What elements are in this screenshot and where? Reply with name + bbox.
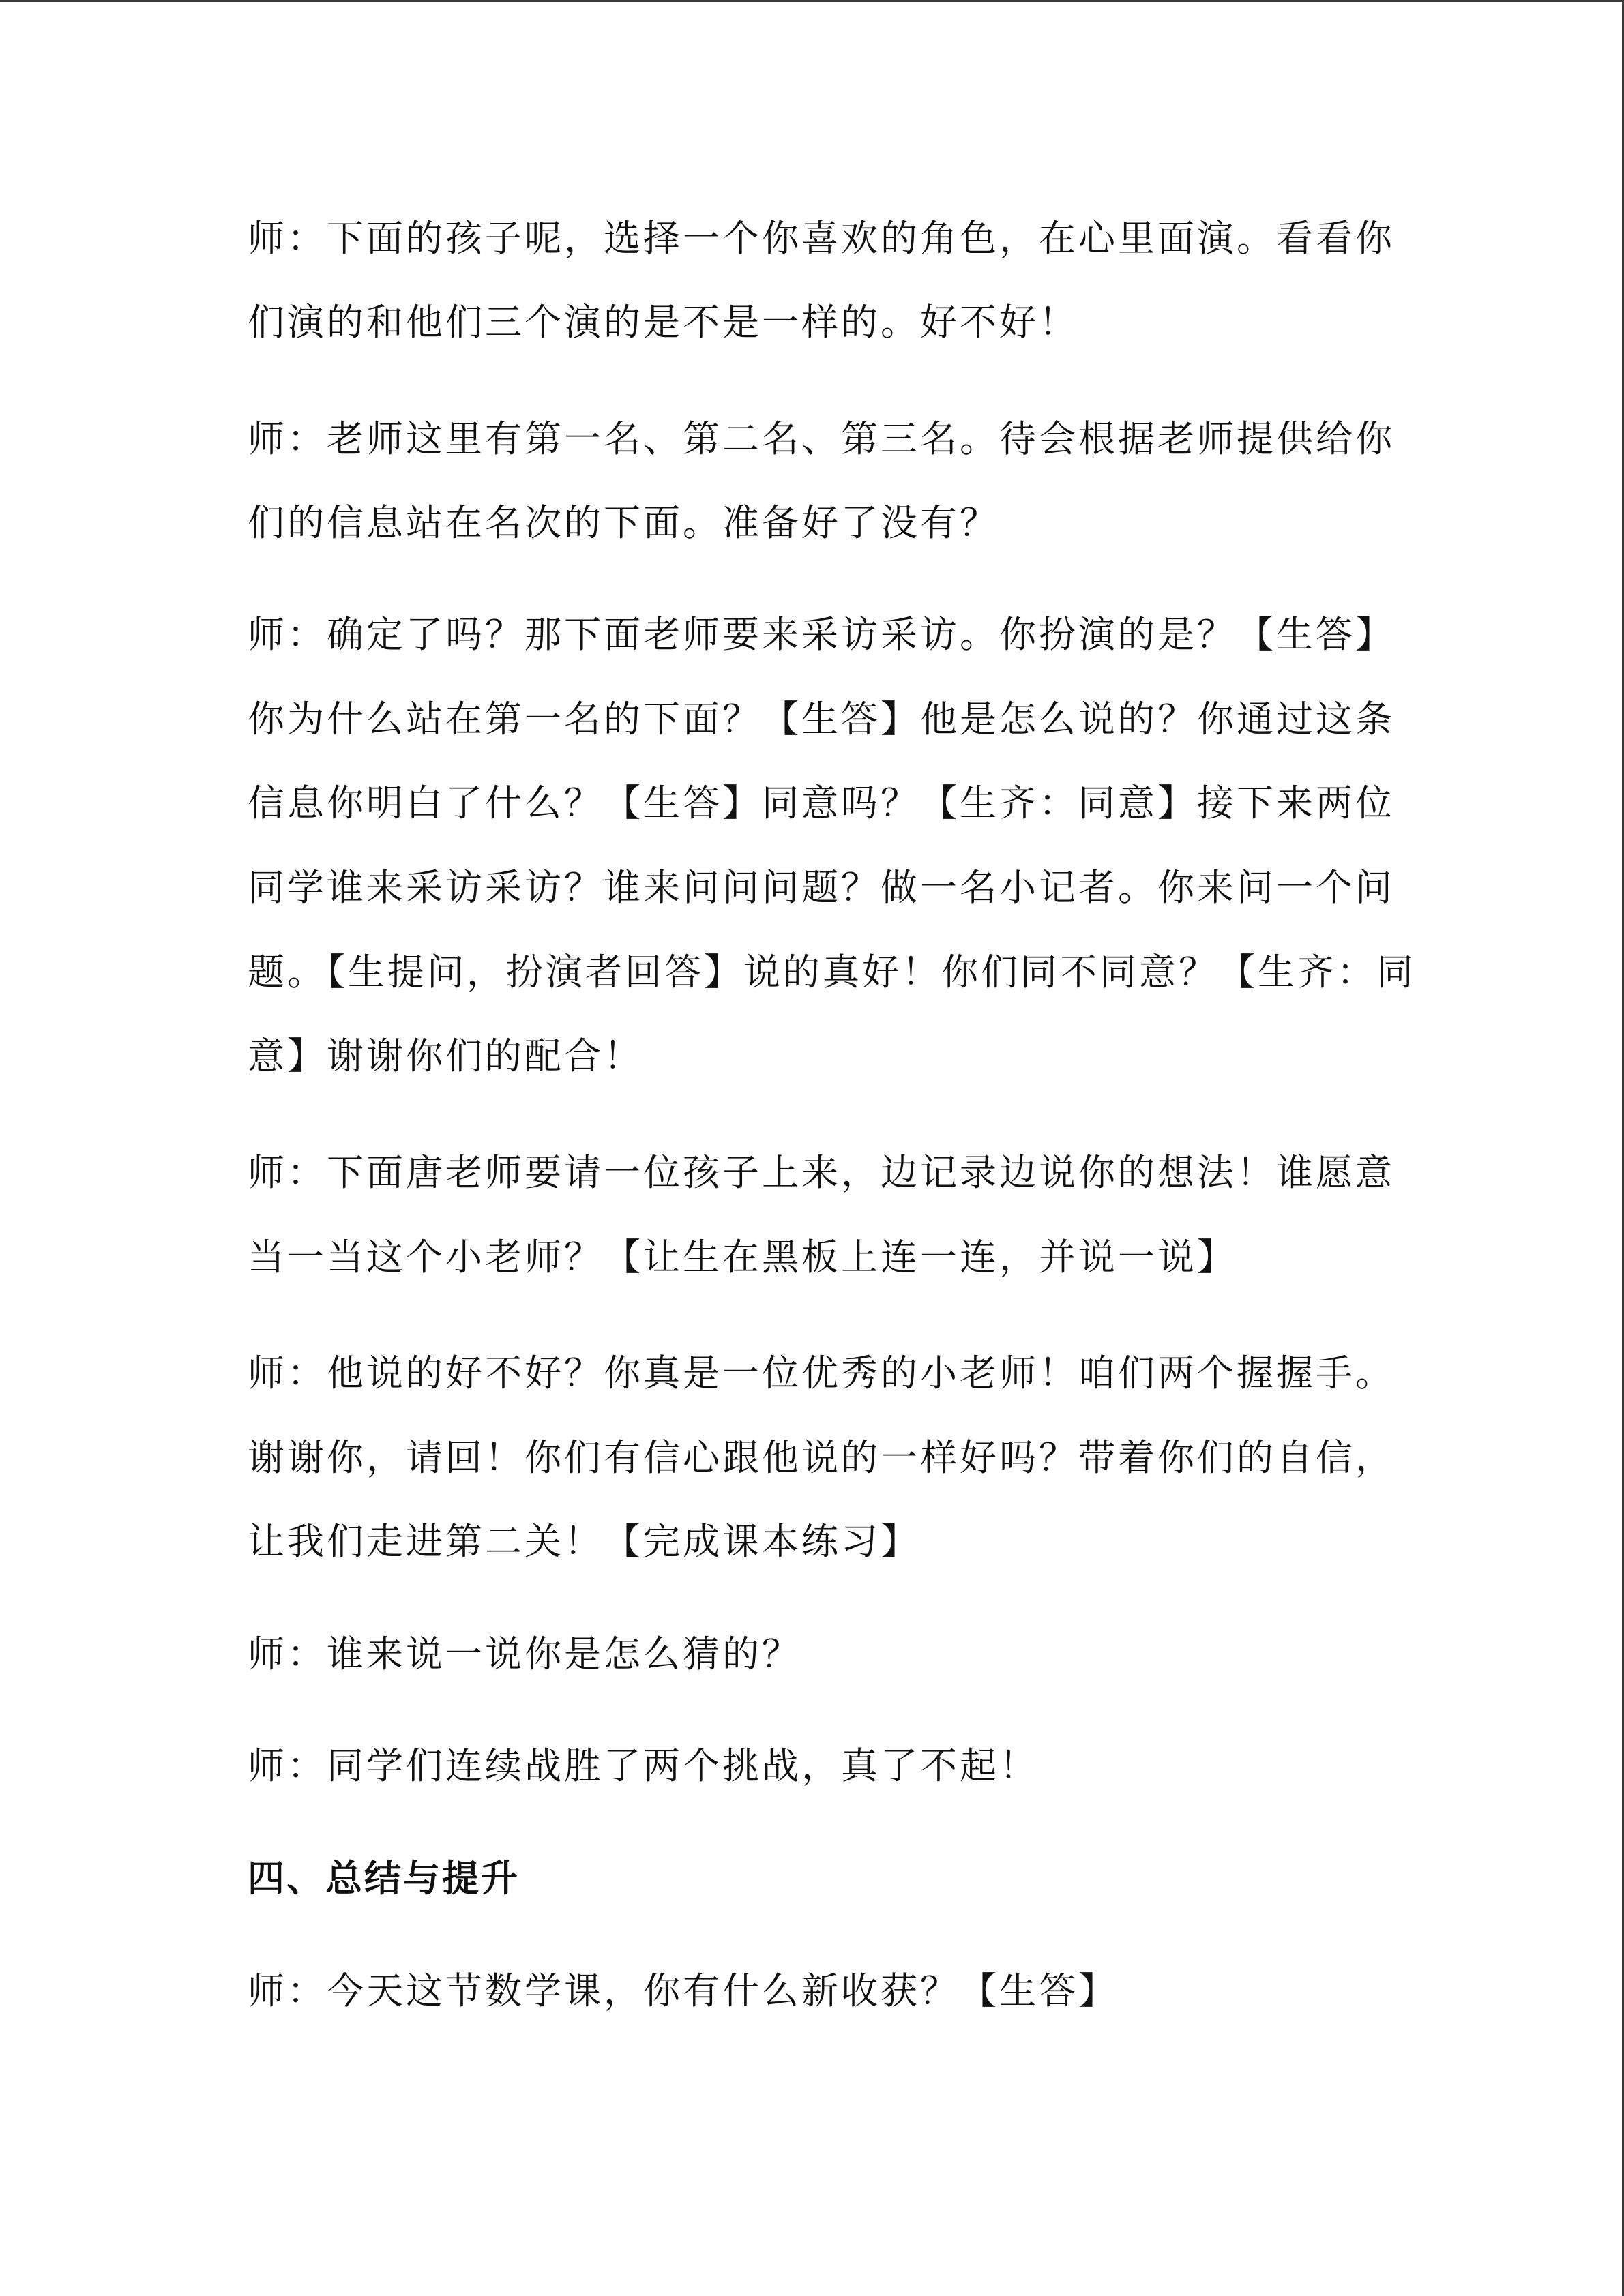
paragraph-line: 你为什么站在第一名的下面？【生答】他是怎么说的？你通过这条: [248, 698, 1395, 741]
paragraph-line: 师：确定了吗？那下面老师要来采访采访。你扮演的是？【生答】: [248, 613, 1395, 656]
paragraph-line: 题。【生提问，扮演者回答】说的真好！你们同不同意？【生齐：同: [248, 951, 1416, 994]
paragraph-line: 当一当这个小老师？【让生在黑板上连一连，并说一说】: [248, 1236, 1237, 1279]
section-heading: 四、总结与提升: [248, 1857, 520, 1900]
paragraph-line: 师：谁来说一说你是怎么猜的？: [248, 1632, 801, 1675]
paragraph-line: 师：下面的孩子呢，选择一个你喜欢的角色，在心里面演。看看你: [248, 217, 1395, 260]
paragraph-line: 们演的和他们三个演的是不是一样的。好不好！: [248, 301, 1078, 344]
paragraph-line: 让我们走进第二关！【完成课本练习】: [248, 1520, 920, 1563]
paragraph-line: 谢谢你，请回！你们有信心跟他说的一样好吗？带着你们的自信，: [248, 1436, 1395, 1479]
paragraph-line: 师：今天这节数学课，你有什么新收获？【生答】: [248, 1969, 1118, 2012]
paragraph-line: 师：下面唐老师要请一位孩子上来，边记录边说你的想法！谁愿意: [248, 1151, 1395, 1194]
paragraph-line: 同学谁来采访采访？谁来问问问题？做一名小记者。你来问一个问: [248, 866, 1395, 909]
paragraph-line: 师：老师这里有第一名、第二名、第三名。待会根据老师提供给你: [248, 417, 1395, 460]
paragraph-line: 师：他说的好不好？你真是一位优秀的小老师！咱们两个握握手。: [248, 1352, 1395, 1395]
paragraph-line: 们的信息站在名次的下面。准备好了没有？: [248, 501, 999, 544]
paragraph-line: 师：同学们连续战胜了两个挑战，真了不起！: [248, 1744, 1039, 1787]
paragraph-line: 信息你明白了什么？【生答】同意吗？【生齐：同意】接下来两位: [248, 781, 1395, 824]
paragraph-line: 意】谢谢你们的配合！: [248, 1034, 643, 1077]
